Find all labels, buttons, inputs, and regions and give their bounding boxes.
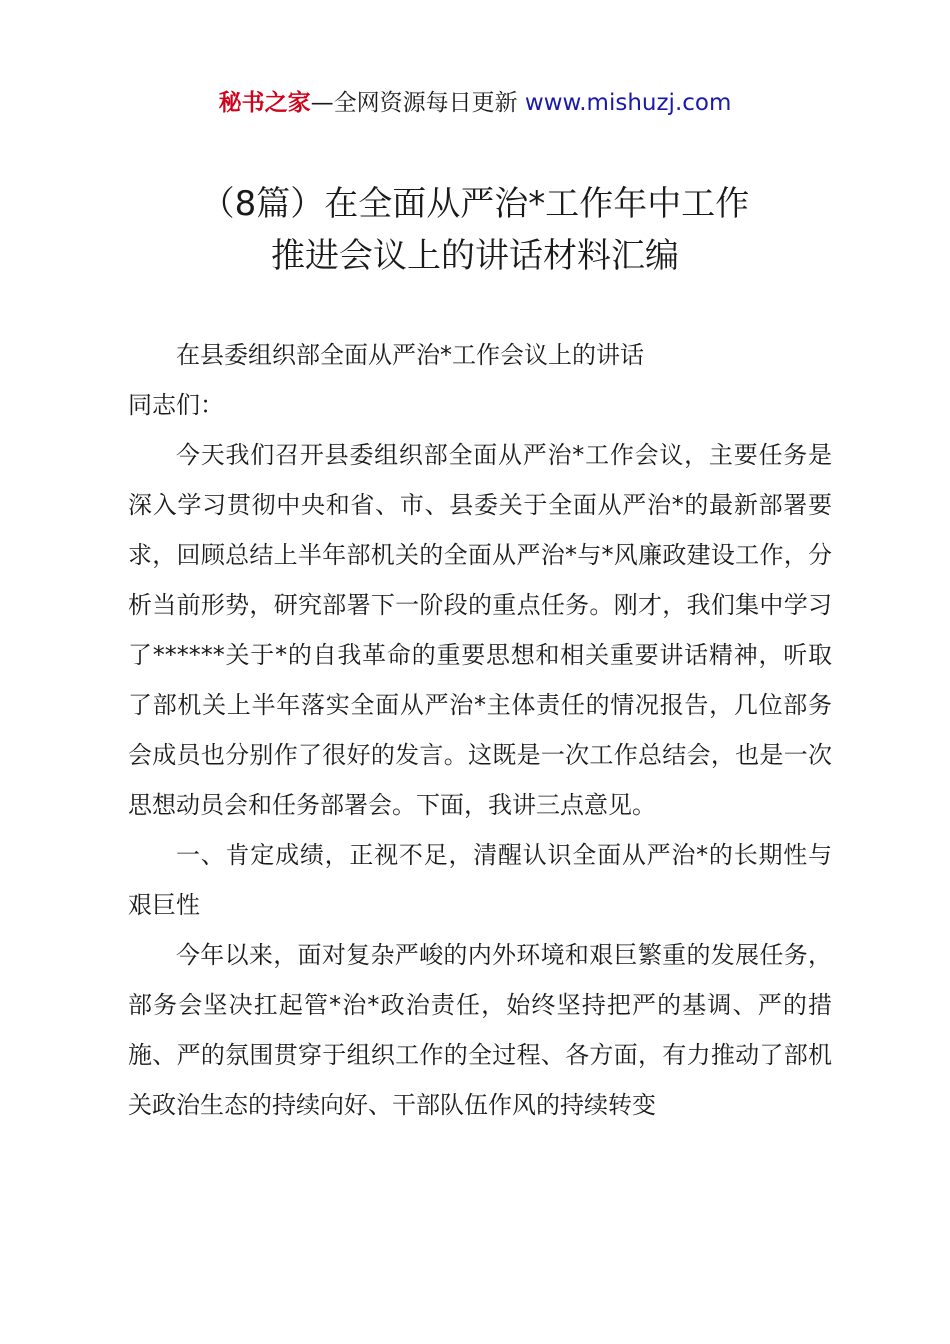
site-tagline: —全网资源每日更新 bbox=[310, 90, 525, 116]
speech-subtitle: 在县委组织部全面从严治*工作会议上的讲话 bbox=[176, 341, 644, 369]
document-body bbox=[128, 330, 832, 1130]
site-header bbox=[0, 86, 950, 120]
site-brand: 秘书之家 bbox=[218, 90, 311, 116]
salutation: 同志们： bbox=[128, 391, 224, 419]
site-url-link[interactable]: www.mishuzj.com bbox=[524, 90, 732, 116]
paragraph-1: 今天我们召开县委组织部全面从严治*工作会议，主要任务是深入学习贯彻中央和省、市、县委关于全面从严治*的最新部署要求，回顾总结上半年部机关的全面从严治*与*风廉政建设工作，分析当前形势，研究部署下一阶段的重点任务。刚才，我们集中学习了******关于*的自我革命的重要思想和相关重要讲话精神，听取了部机关上半年落实全面从严治*主体责任的情况报告，几位部务会成员也分别作了很好的发言。这既是一次工作总结会，也是一次思想动员会和任务部署会。下面，我讲三点意见。 bbox=[128, 441, 832, 819]
title-line-1: （8篇）在全面从严治*工作年中工作 bbox=[200, 184, 750, 224]
document-title bbox=[0, 178, 950, 282]
paragraph-2: 今年以来，面对复杂严峻的内外环境和艰巨繁重的发展任务，部务会坚决扛起管*治*政治责任，始终坚持把严的基调、严的措施、严的氛围贯穿于组织工作的全过程、各方面，有力推动了部机关政治生态的持续向好、干部队伍作风的持续转变 bbox=[128, 941, 832, 1119]
title-line-2: 推进会议上的讲话材料汇编 bbox=[271, 236, 679, 276]
section-heading-1: 一、肯定成绩，正视不足，清醒认识全面从严治*的长期性与艰巨性 bbox=[128, 841, 832, 919]
